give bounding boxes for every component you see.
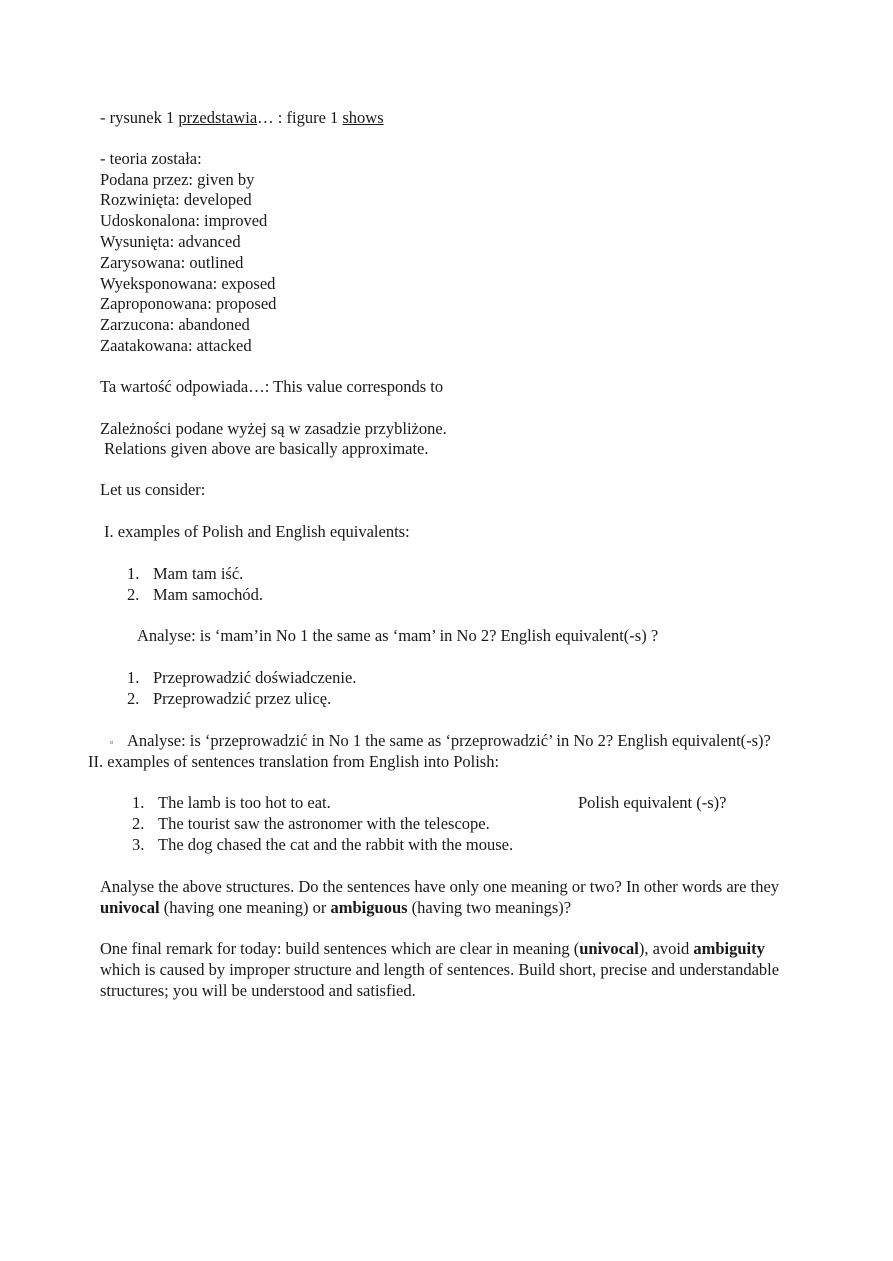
document-page bbox=[88, 108, 790, 1002]
list-item: Zarysowana: outlined bbox=[100, 252, 244, 272]
theory-header: - teoria została: bbox=[100, 148, 202, 168]
term-univocal: univocal bbox=[100, 897, 160, 917]
final-remark-paragraph: One final remark for today: build sentences which are clear in meaning (univocal), avoid ambiguity which is caused by improper structure and length of sentences. Build short, precise and understandable structures; you will be understood and satisfied. bbox=[100, 939, 780, 1000]
underlined-word-przedstawia: przedstawia bbox=[178, 108, 258, 127]
list-item: 1. The lamb is too hot to eat. Polish equivalent (-s)? bbox=[132, 793, 727, 813]
consider-line: Let us consider: bbox=[100, 480, 206, 500]
list-item: Zaproponowana: proposed bbox=[100, 294, 277, 314]
list-item: Wysunięta: advanced bbox=[100, 231, 241, 251]
list-item: Zaatakowana: attacked bbox=[100, 335, 252, 355]
list-item: Rozwinięta: developed bbox=[100, 190, 252, 210]
bullet-icon: ▫ bbox=[110, 736, 114, 747]
list-item: 3. The dog chased the cat and the rabbit with the mouse. bbox=[132, 834, 514, 854]
relations-en: Relations given above are basically approximate. bbox=[100, 439, 429, 459]
polish-equivalent-note: Polish equivalent (-s)? bbox=[578, 793, 727, 813]
list-item: 2. Mam samochód. bbox=[127, 584, 263, 604]
section-2-list bbox=[132, 793, 790, 855]
list-item: 2. The tourist saw the astronomer with the telescope. bbox=[132, 814, 490, 834]
section-1-group-2 bbox=[127, 668, 790, 710]
list-item: Udoskonalona: improved bbox=[100, 211, 268, 231]
list-item: 2. Przeprowadzić przez ulicę. bbox=[127, 688, 332, 708]
section-1-label: I. examples of Polish and English equivalents: bbox=[104, 521, 410, 541]
term-ambiguous: ambiguous bbox=[330, 897, 408, 917]
section-1-group-1 bbox=[127, 564, 790, 606]
figure-phrase-line bbox=[100, 108, 790, 129]
underlined-word-shows: shows bbox=[342, 108, 384, 127]
relations-pl: Zależności podane wyżej są w zasadzie przybliżone. bbox=[100, 418, 447, 438]
list-item: Podana przez: given by bbox=[100, 169, 255, 189]
term-univocal: univocal bbox=[579, 939, 639, 959]
analyse-question-2: ▫ Analyse: is ‘przeprowadzić in No 1 the same as ‘przeprowadzić’ in No 2? English equivalent(-s)? bbox=[100, 731, 790, 752]
phrase-pl: - rysunek 1 bbox=[100, 108, 179, 127]
phrase-en: … : figure 1 bbox=[257, 108, 343, 127]
analyse-question-1: Analyse: is ‘mam’in No 1 the same as ‘mam’ in No 2? English equivalent(-s) ? bbox=[137, 626, 659, 646]
term-ambiguity: ambiguity bbox=[693, 939, 765, 959]
section-2-label: II. examples of sentences translation from English into Polish: bbox=[88, 751, 500, 771]
list-item: 1. Mam tam iść. bbox=[127, 563, 244, 583]
value-line: Ta wartość odpowiada…: This value corresponds to bbox=[100, 376, 444, 396]
analyse-paragraph: Analyse the above structures. Do the sentences have only one meaning or two? In other words are they univocal (having one meaning) or ambiguous (having two meanings)? bbox=[100, 876, 780, 917]
list-item: Zarzucona: abandoned bbox=[100, 315, 250, 335]
theory-list bbox=[100, 170, 790, 357]
list-item: Wyeksponowana: exposed bbox=[100, 273, 276, 293]
list-item: 1. Przeprowadzić doświadczenie. bbox=[127, 668, 357, 688]
